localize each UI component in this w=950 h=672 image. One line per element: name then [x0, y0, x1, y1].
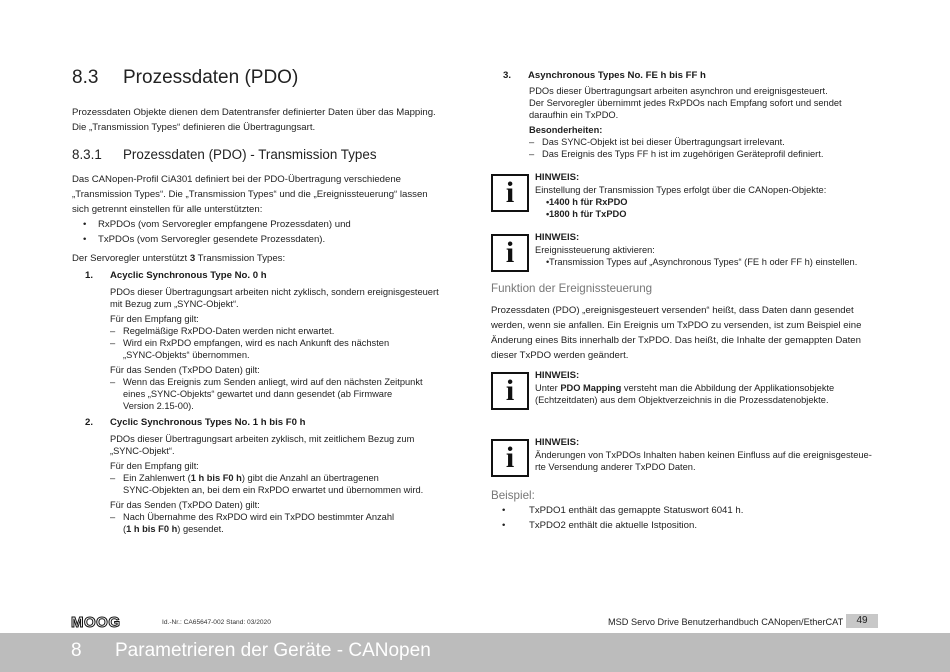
intro-line: Prozessdaten Objekte dienen dem Datentransfer definierter Daten über das Mapping. — [72, 107, 436, 118]
dash-text: ( — [123, 524, 127, 534]
event-paragraph — [491, 303, 891, 363]
type-number: 1. — [85, 270, 94, 281]
note-text: (Echtzeitdaten) aus dem Objektverzeichnis in die Prozessdatenobjekte. — [535, 395, 829, 405]
subsection-number: 8.3.1 — [72, 147, 102, 162]
section-heading — [72, 67, 298, 89]
paragraph-line: sich getrennt einstellen für alle unterstützten: — [72, 204, 263, 215]
dash-item — [110, 376, 485, 412]
dash-text: Ein Zahlenwert ( — [123, 473, 191, 483]
paragraph-line: dieser TxPDO werden geändert. — [491, 350, 629, 361]
paragraph-line: werden, wenn sie anfallen. Ein Ereignis um TxPDO zu versenden, ist zum Beispiel eine — [491, 320, 862, 331]
type-desc-line: daraufhin ein TxPDO. — [529, 110, 619, 120]
note-box-mapping — [491, 370, 891, 412]
dash-text: ) gibt die Anzahl an übertragenen — [241, 473, 379, 483]
note-title: HINWEIS: — [535, 232, 580, 243]
supports-text: Der Servoregler unterstützt — [72, 253, 190, 264]
chapter-number: 8 — [71, 640, 82, 661]
note-text: Änderungen von TxPDOs Inhalten haben keinen Einfluss auf die ereignisgesteue- — [535, 450, 872, 460]
note-item: • Transmission Types auf „Asynchronous Types“ (FE h oder FF h) einstellen. — [535, 256, 857, 268]
type-desc-line: mit Bezug zum „SYNC-Objekt“. — [110, 299, 239, 309]
list-item: • RxPDOs (vom Servoregler empfangene Prozessdaten) und — [72, 217, 472, 232]
note-box-event — [491, 232, 891, 274]
dash-item: – Das SYNC-Objekt ist bei dieser Übertragungsart irrelevant. — [529, 136, 883, 148]
type-3-block — [503, 69, 883, 160]
section-number: 8.3 — [72, 67, 99, 88]
info-icon: i — [491, 234, 529, 272]
type-number: 3. — [503, 70, 512, 81]
type-desc-line: PDOs dieser Übertragungsart arbeiten nicht zyklisch, sondern ereignisgesteuert — [110, 287, 439, 297]
paragraph-line: Änderung eines Bits innerhalb der TxPDO. Das heißt, die Inhalte der gemappten Daten — [491, 335, 861, 346]
send-label: Für das Senden (TxPDO Daten) gilt: — [110, 500, 260, 510]
dash-item — [110, 472, 485, 496]
note-bold: PDO Mapping — [560, 383, 622, 393]
list-item: • TxPDOs (vom Servoregler gesendete Prozessdaten). — [72, 232, 472, 247]
supports-count: 3 — [189, 253, 196, 264]
type-2-heading — [85, 416, 485, 429]
type-desc-line: Der Servoregler übernimmt jedes RxPDOs nach Empfang sofort und sendet — [529, 98, 842, 108]
paragraph-line: Das CANopen-Profil CiA301 definiert bei der PDO-Übertragung verschiedene — [72, 174, 402, 185]
doc-id: Id.-Nr.: CA65647-002 Stand: 03/2020 — [162, 619, 271, 626]
note-box-txpdo — [491, 437, 891, 479]
note-title: HINWEIS: — [535, 172, 580, 183]
recv-label: Für den Empfang gilt: — [110, 461, 199, 471]
example-list — [491, 503, 891, 533]
note-title: HINWEIS: — [535, 370, 580, 381]
chapter-title: Parametrieren der Geräte - CANopen — [115, 640, 431, 661]
type-1-block — [85, 269, 485, 412]
type-3-heading — [503, 69, 883, 82]
example-heading: Beispiel: — [491, 489, 535, 502]
subsection-title: Prozessdaten (PDO) - Transmission Types — [123, 147, 377, 162]
page-number: 49 — [846, 614, 878, 628]
note-text: Unter — [535, 383, 561, 393]
type-desc-line: PDOs dieser Übertragungsart arbeiten asynchron und ereignisgesteuert. — [529, 86, 828, 96]
dash-item: – Das Ereignis des Typs FF h ist im zugehörigen Geräteprofil definiert. — [529, 148, 883, 160]
event-heading: Funktion der Ereignissteuerung — [491, 282, 653, 295]
manual-title: MSD Servo Drive Benutzerhandbuch CANopen/EtherCAT — [608, 617, 844, 627]
special-label: Besonderheiten: — [529, 125, 603, 135]
dash-line: eines „SYNC-Objekts“ gewartet und dann gesendet (ab Firmware — [123, 389, 393, 399]
info-icon: i — [491, 174, 529, 212]
transmission-types-paragraph — [72, 172, 472, 247]
type-desc-line: PDOs dieser Übertragungsart arbeiten zyklisch, mit zeitlichem Bezug zum — [110, 434, 415, 444]
type-number: 2. — [85, 417, 94, 428]
dash-line: „SYNC-Objekts“ übernommen. — [123, 350, 250, 360]
paragraph-line: Prozessdaten (PDO) „ereignisgesteuert versenden“ heißt, dass Daten dann gesendet — [491, 305, 854, 316]
dash-item — [110, 511, 485, 535]
dash-line: – Wenn das Ereignis zum Senden anliegt, wird auf den nächsten Zeitpunkt — [123, 377, 423, 387]
dash-item: – Regelmäßige RxPDO-Daten werden nicht erwartet. — [110, 325, 485, 337]
type-title: Acyclic Synchronous Type No. 0 h — [110, 270, 267, 281]
dash-bold: 1 h bis F0 h — [190, 473, 242, 483]
moog-logo: MOOG — [71, 614, 121, 631]
dash-line: – Nach Übernahme des RxPDO wird ein TxPDO bestimmter Anzahl — [123, 512, 395, 522]
type-desc-line: „SYNC-Objekt“. — [110, 446, 175, 456]
dash-line: – Wird ein RxPDO empfangen, wird es nach Ankunft des nächsten — [123, 338, 390, 348]
note-item: • 1400 h für RxPDO — [535, 196, 826, 208]
type-1-heading — [85, 269, 485, 282]
dash-bold: 1 h bis F0 h — [126, 524, 178, 534]
info-icon: i — [491, 372, 529, 410]
intro-paragraph — [72, 105, 436, 135]
dash-item — [110, 337, 485, 361]
list-item: • TxPDO1 enthält das gemappte Statuswort 6041 h. — [491, 503, 891, 518]
note-item: • 1800 h für TxPDO — [535, 208, 826, 220]
note-text: versteht man die Abbildung der Applikationsobjekte — [621, 383, 835, 393]
note-title: HINWEIS: — [535, 437, 580, 448]
type-title: Cyclic Synchronous Types No. 1 h bis F0 h — [110, 417, 306, 428]
list-item: • TxPDO2 enthält die aktuelle Istposition. — [491, 518, 891, 533]
dash-text: ) gesendet. — [177, 524, 224, 534]
note-box-transmission — [491, 172, 881, 224]
chapter-bar — [0, 633, 950, 672]
paragraph-line: „Transmission Types“. Die „Transmission Types“ und die „Ereignissteuerung“ lassen — [72, 189, 428, 200]
note-text: rte Versendung anderer TxPDO Daten. — [535, 462, 696, 472]
dash-line: Version 2.15-00). — [123, 401, 194, 411]
type-2-block — [85, 416, 485, 535]
send-label: Für das Senden (TxPDO Daten) gilt: — [110, 365, 260, 375]
intro-line: Die „Transmission Types“ definieren die Übertragungsart. — [72, 122, 316, 133]
info-icon: i — [491, 439, 529, 477]
supports-line — [72, 251, 285, 266]
section-title: Prozessdaten (PDO) — [123, 67, 299, 88]
recv-label: Für den Empfang gilt: — [110, 314, 199, 324]
note-text: Ereignissteuerung aktivieren: — [535, 245, 655, 255]
type-title: Asynchronous Types No. FE h bis FF h — [528, 70, 706, 81]
dash-line: SYNC-Objekten an, bei dem ein RxPDO erwartet und übernommen wird. — [123, 485, 424, 495]
supports-text: Transmission Types: — [195, 253, 286, 264]
subsection-heading — [72, 147, 377, 162]
note-text: Einstellung der Transmission Types erfolgt über die CANopen-Objekte: — [535, 185, 827, 195]
